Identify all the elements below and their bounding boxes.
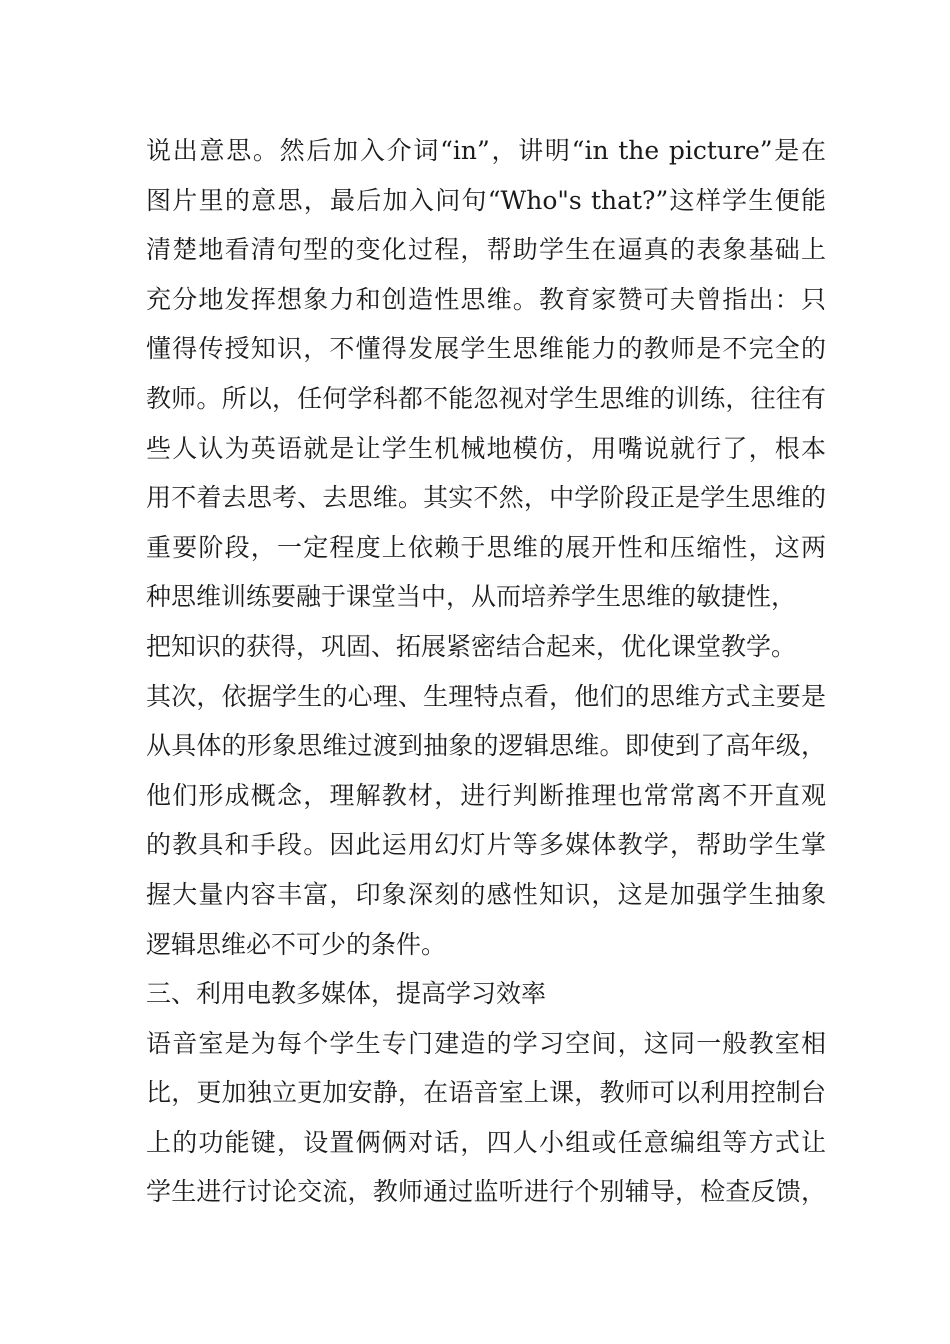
text-line: 教师。所以，任何学科都不能忽视对学生思维的训练，往往有 — [146, 383, 826, 413]
text-line: 比，更加独立更加安静，在语音室上课，教师可以利用控制台 — [146, 1078, 826, 1108]
text-line: 逻辑思维必不可少的条件。 — [146, 929, 447, 959]
text-line: 语音室是为每个学生专门建造的学习空间，这同一般教室相 — [146, 1028, 826, 1058]
text-line: 的教具和手段。因此运用幻灯片等多媒体教学，帮助学生掌 — [146, 830, 826, 860]
text-line: 握大量内容丰富，印象深刻的感性知识，这是加强学生抽象 — [146, 879, 826, 909]
text-line: 充分地发挥想象力和创造性思维。教育家赞可夫曾指出：只 — [146, 284, 826, 314]
text-line: 把知识的获得，巩固、拓展紧密结合起来，优化课堂教学。 — [146, 631, 797, 661]
section-heading: 三、利用电教多媒体，提高学习效率 — [146, 979, 547, 1009]
text-line: 用不着去思考、去思维。其实不然，中学阶段正是学生思维的 — [146, 483, 826, 513]
text-line: 学生进行讨论交流，教师通过监听进行个别辅导，检查反馈， — [146, 1177, 826, 1207]
text-line: 他们形成概念，理解教材，进行判断推理也常常离不开直观 — [146, 780, 826, 810]
text-line: 从具体的形象思维过渡到抽象的逻辑思维。即使到了高年级， — [146, 731, 826, 761]
text-line: 清楚地看清句型的变化过程，帮助学生在逼真的表象基础上 — [146, 235, 826, 265]
text-line: 上的功能键，设置俩俩对话，四人小组或任意编组等方式让 — [146, 1127, 826, 1157]
text-line: 种思维训练要融于课堂当中，从而培养学生思维的敏捷性， — [146, 582, 797, 612]
text-line: 其次，依据学生的心理、生理特点看，他们的思维方式主要是 — [146, 681, 826, 711]
text-line: 些人认为英语就是让学生机械地模仿，用嘴说就行了，根本 — [146, 433, 826, 463]
text-line: 说出意思。然后加入介词“in”，讲明“in the picture”是在 — [146, 136, 826, 165]
text-line: 重要阶段，一定程度上依赖于思维的展开性和压缩性，这两 — [146, 532, 826, 562]
text-line: 图片里的意思，最后加入问句“Who"s that?”这样学生便能 — [146, 185, 826, 215]
body-text — [146, 126, 826, 1217]
text-line: 懂得传授知识，不懂得发展学生思维能力的教师是不完全的 — [146, 334, 826, 364]
